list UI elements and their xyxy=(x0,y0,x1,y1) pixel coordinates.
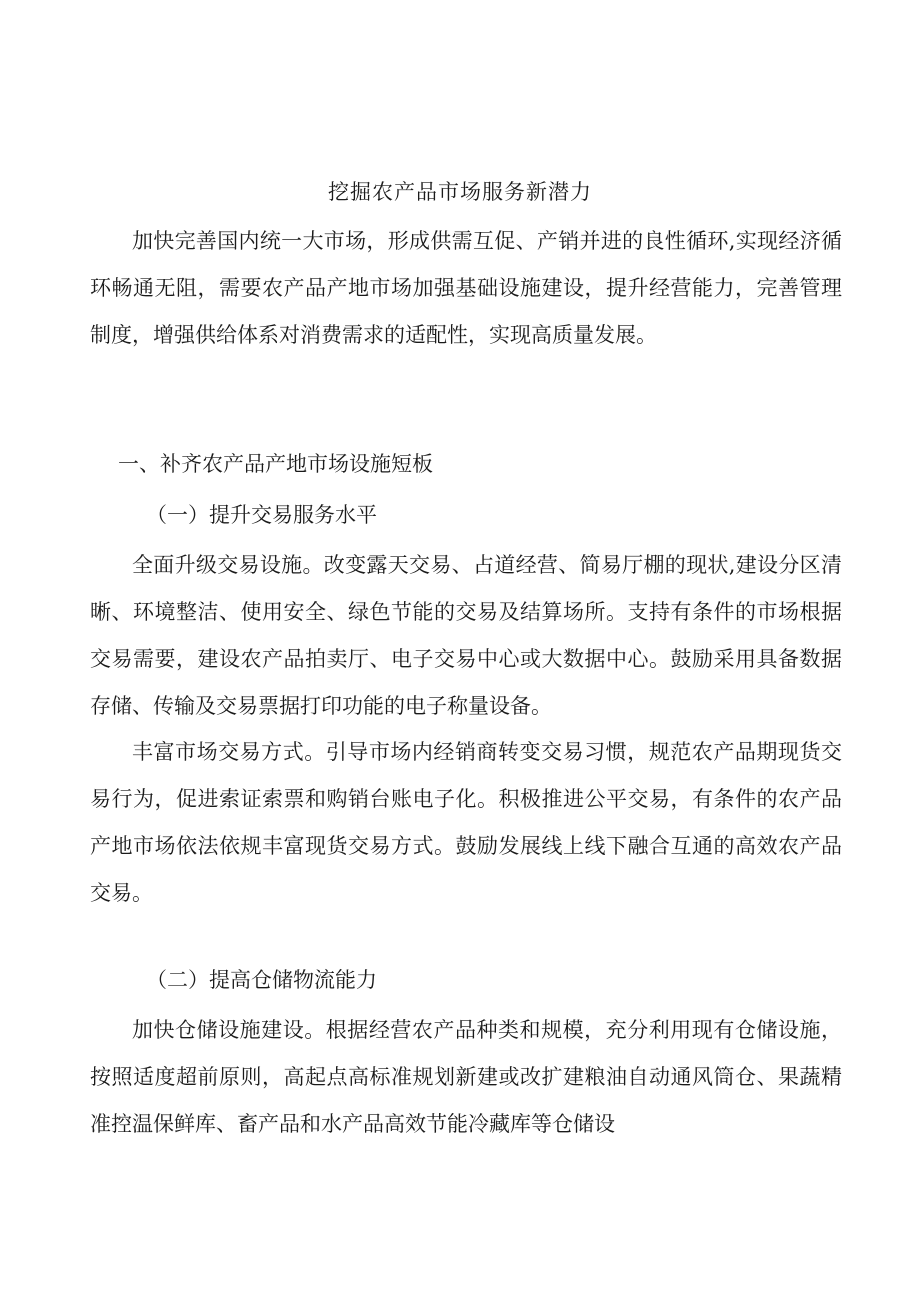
section-heading-1: 一、补齐农产品产地市场设施短板 xyxy=(118,452,433,476)
subsection-heading-2: （二）提高仓储物流能力 xyxy=(146,968,377,992)
subsection-1-paragraph-1: 全面升级交易设施。改变露天交易、占道经营、简易厅棚的现状,建设分区清晰、环境整洁、使用安全、绿色节能的交易及结算场所。支持有条件的市场根据交易需要，建设农产品拍卖厅、电子交易中心或大数据中心。鼓励采用具备数据存储、传输及交易票据打印功能的电子称量设备。 xyxy=(90,553,842,718)
subsection-heading-1: （一）提升交易服务水平 xyxy=(146,503,377,527)
subsection-2-paragraph-1: 加快仓储设施建设。根据经营农产品种类和规模，充分利用现有仓储设施，按照适度超前原则，高起点高标准规划新建或改扩建粮油自动通风筒仓、果蔬精准控温保鲜库、畜产品和水产品高效节能冷藏库等仓储设 xyxy=(90,1018,842,1136)
subsection-1-paragraph-2: 丰富市场交易方式。引导市场内经销商转变交易习惯，规范农产品期现货交易行为，促进索证索票和购销台账电子化。积极推进公平交易，有条件的农产品产地市场依法依规丰富现货交易方式。鼓励发展线上线下融合互通的高效农产品交易。 xyxy=(90,740,842,905)
document-title: 挖掘农产品市场服务新潜力 xyxy=(328,180,592,204)
intro-paragraph: 加快完善国内统一大市场，形成供需互促、产销并进的良性循环,实现经济循环畅通无阻，需要农产品产地市场加强基础设施建设，提升经营能力，完善管理制度，增强供给体系对消费需求的适配性，实现高质量发展。 xyxy=(90,229,842,347)
